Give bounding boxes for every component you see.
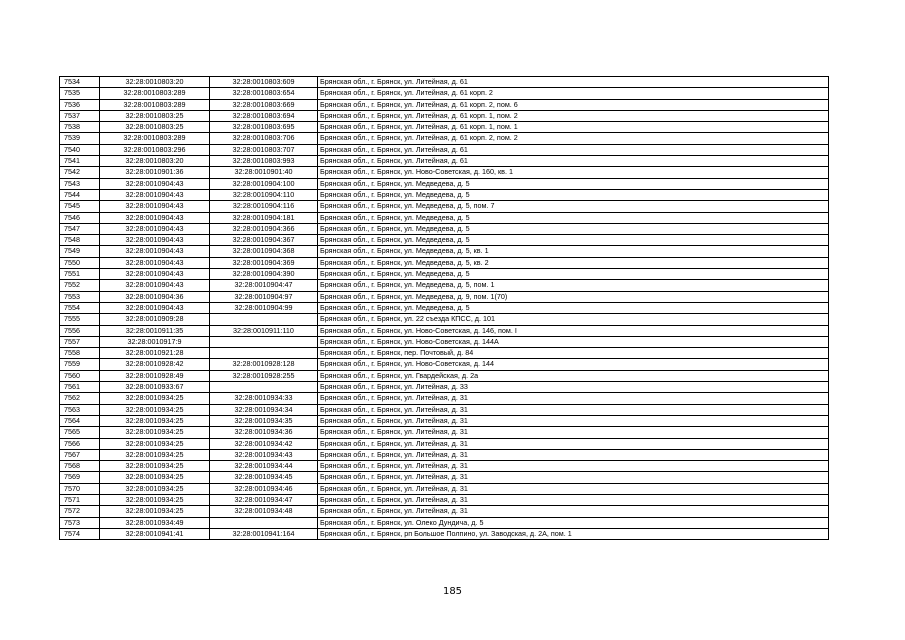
row-number-cell: 7557 bbox=[60, 336, 100, 347]
row-number-cell: 7562 bbox=[60, 393, 100, 404]
row-number-cell: 7553 bbox=[60, 291, 100, 302]
row-number-cell: 7566 bbox=[60, 438, 100, 449]
parcel-cadastral-number-cell: 32:28:0010934:25 bbox=[100, 472, 210, 483]
parcel-cadastral-number-cell: 32:28:0010904:43 bbox=[100, 178, 210, 189]
row-number-cell: 7573 bbox=[60, 517, 100, 528]
address-cell: Брянская обл., г. Брянск, пер. Почтовый, д. 84 bbox=[318, 348, 829, 359]
parcel-cadastral-number-cell: 32:28:0010934:25 bbox=[100, 427, 210, 438]
object-cadastral-number-cell: 32:28:0010803:609 bbox=[210, 77, 318, 88]
table-row bbox=[60, 517, 829, 528]
parcel-cadastral-number-cell: 32:28:0010904:43 bbox=[100, 201, 210, 212]
row-number-cell: 7549 bbox=[60, 246, 100, 257]
table-row bbox=[60, 178, 829, 189]
table-row bbox=[60, 235, 829, 246]
object-cadastral-number-cell: 32:28:0010934:34 bbox=[210, 404, 318, 415]
row-number-cell: 7540 bbox=[60, 144, 100, 155]
parcel-cadastral-number-cell: 32:28:0010904:43 bbox=[100, 280, 210, 291]
row-number-cell: 7535 bbox=[60, 88, 100, 99]
table-row bbox=[60, 156, 829, 167]
parcel-cadastral-number-cell: 32:28:0010941:41 bbox=[100, 528, 210, 539]
object-cadastral-number-cell: 32:28:0010934:44 bbox=[210, 461, 318, 472]
table-row bbox=[60, 280, 829, 291]
table-row bbox=[60, 449, 829, 460]
address-cell: Брянская обл., г. Брянск, ул. Литейная, д. 31 bbox=[318, 438, 829, 449]
object-cadastral-number-cell: 32:28:0010904:47 bbox=[210, 280, 318, 291]
object-cadastral-number-cell: 32:28:0010928:128 bbox=[210, 359, 318, 370]
row-number-cell: 7551 bbox=[60, 269, 100, 280]
parcel-cadastral-number-cell: 32:28:0010934:25 bbox=[100, 449, 210, 460]
table-row bbox=[60, 415, 829, 426]
parcel-cadastral-number-cell: 32:28:0010803:20 bbox=[100, 77, 210, 88]
address-cell: Брянская обл., г. Брянск, ул. Олеко Дундича, д. 5 bbox=[318, 517, 829, 528]
object-cadastral-number-cell: 32:28:0010934:46 bbox=[210, 483, 318, 494]
parcel-cadastral-number-cell: 32:28:0010904:43 bbox=[100, 269, 210, 280]
address-cell: Брянская обл., г. Брянск, ул. Медведева, д. 5, кв. 1 bbox=[318, 246, 829, 257]
parcel-cadastral-number-cell: 32:28:0010904:43 bbox=[100, 246, 210, 257]
table-row bbox=[60, 382, 829, 393]
object-cadastral-number-cell: 32:28:0010934:47 bbox=[210, 494, 318, 505]
row-number-cell: 7570 bbox=[60, 483, 100, 494]
address-cell: Брянская обл., г. Брянск, ул. Литейная, д. 61 корп. 1, пом. 2 bbox=[318, 110, 829, 121]
parcel-cadastral-number-cell: 32:28:0010904:43 bbox=[100, 212, 210, 223]
address-cell: Брянская обл., г. Брянск, ул. Литейная, д. 61 корп. 2 bbox=[318, 88, 829, 99]
object-cadastral-number-cell: 32:28:0010941:164 bbox=[210, 528, 318, 539]
object-cadastral-number-cell: 32:28:0010904:99 bbox=[210, 302, 318, 313]
table-row bbox=[60, 461, 829, 472]
parcel-cadastral-number-cell: 32:28:0010934:25 bbox=[100, 415, 210, 426]
object-cadastral-number-cell: 32:28:0010934:33 bbox=[210, 393, 318, 404]
parcel-cadastral-number-cell: 32:28:0010934:25 bbox=[100, 483, 210, 494]
address-cell: Брянская обл., г. Брянск, ул. Литейная, д. 31 bbox=[318, 415, 829, 426]
table-row bbox=[60, 189, 829, 200]
address-cell: Брянская обл., г. Брянск, ул. Литейная, д. 61 bbox=[318, 144, 829, 155]
table-row bbox=[60, 167, 829, 178]
object-cadastral-number-cell: 32:28:0010911:110 bbox=[210, 325, 318, 336]
address-cell: Брянская обл., г. Брянск, ул. 22 съезда КПСС, д. 101 bbox=[318, 314, 829, 325]
address-cell: Брянская обл., г. Брянск, ул. Литейная, д. 61 корп. 2, пом. 6 bbox=[318, 99, 829, 110]
address-cell: Брянская обл., г. Брянск, ул. Литейная, д. 61 корп. 2, пом. 2 bbox=[318, 133, 829, 144]
object-cadastral-number-cell: 32:28:0010904:368 bbox=[210, 246, 318, 257]
object-cadastral-number-cell: 32:28:0010803:993 bbox=[210, 156, 318, 167]
row-number-cell: 7563 bbox=[60, 404, 100, 415]
address-cell: Брянская обл., г. Брянск, ул. Ново-Советская, д. 160, кв. 1 bbox=[318, 167, 829, 178]
parcel-cadastral-number-cell: 32:28:0010934:25 bbox=[100, 494, 210, 505]
object-cadastral-number-cell: 32:28:0010803:694 bbox=[210, 110, 318, 121]
address-cell: Брянская обл., г. Брянск, ул. Литейная, д. 31 bbox=[318, 393, 829, 404]
address-cell: Брянская обл., г. Брянск, ул. Медведева, д. 5 bbox=[318, 178, 829, 189]
object-cadastral-number-cell: 32:28:0010803:654 bbox=[210, 88, 318, 99]
address-cell: Брянская обл., г. Брянск, ул. Медведева, д. 5 bbox=[318, 235, 829, 246]
table-row bbox=[60, 438, 829, 449]
parcel-cadastral-number-cell: 32:28:0010921:28 bbox=[100, 348, 210, 359]
address-cell: Брянская обл., г. Брянск, ул. Литейная, д. 31 bbox=[318, 483, 829, 494]
parcel-cadastral-number-cell: 32:28:0010909:28 bbox=[100, 314, 210, 325]
object-cadastral-number-cell: 32:28:0010803:707 bbox=[210, 144, 318, 155]
table-row bbox=[60, 77, 829, 88]
row-number-cell: 7572 bbox=[60, 506, 100, 517]
table-row bbox=[60, 472, 829, 483]
address-cell: Брянская обл., г. Брянск, ул. Литейная, д. 31 bbox=[318, 404, 829, 415]
row-number-cell: 7565 bbox=[60, 427, 100, 438]
row-number-cell: 7555 bbox=[60, 314, 100, 325]
object-cadastral-number-cell: 32:28:0010904:366 bbox=[210, 223, 318, 234]
row-number-cell: 7538 bbox=[60, 122, 100, 133]
address-cell: Брянская обл., г. Брянск, ул. Медведева, д. 5, пом. 1 bbox=[318, 280, 829, 291]
address-cell: Брянская обл., г. Брянск, ул. Литейная, д. 31 bbox=[318, 461, 829, 472]
parcel-cadastral-number-cell: 32:28:0010934:25 bbox=[100, 438, 210, 449]
row-number-cell: 7541 bbox=[60, 156, 100, 167]
parcel-cadastral-number-cell: 32:28:0010934:25 bbox=[100, 404, 210, 415]
table-row bbox=[60, 506, 829, 517]
address-cell: Брянская обл., г. Брянск, ул. Гвардейская, д. 2а bbox=[318, 370, 829, 381]
address-cell: Брянская обл., г. Брянск, ул. Медведева, д. 5 bbox=[318, 223, 829, 234]
row-number-cell: 7550 bbox=[60, 257, 100, 268]
object-cadastral-number-cell bbox=[210, 382, 318, 393]
parcel-cadastral-number-cell: 32:28:0010904:36 bbox=[100, 291, 210, 302]
parcel-cadastral-number-cell: 32:28:0010901:36 bbox=[100, 167, 210, 178]
table-row bbox=[60, 110, 829, 121]
row-number-cell: 7548 bbox=[60, 235, 100, 246]
table-row bbox=[60, 201, 829, 212]
table-row bbox=[60, 359, 829, 370]
table-row bbox=[60, 257, 829, 268]
row-number-cell: 7536 bbox=[60, 99, 100, 110]
object-cadastral-number-cell bbox=[210, 517, 318, 528]
address-cell: Брянская обл., г. Брянск, ул. Литейная, д. 61 bbox=[318, 156, 829, 167]
row-number-cell: 7543 bbox=[60, 178, 100, 189]
object-cadastral-number-cell: 32:28:0010934:36 bbox=[210, 427, 318, 438]
registry-table-body bbox=[60, 77, 829, 540]
object-cadastral-number-cell bbox=[210, 314, 318, 325]
parcel-cadastral-number-cell: 32:28:0010933:67 bbox=[100, 382, 210, 393]
table-row bbox=[60, 246, 829, 257]
parcel-cadastral-number-cell: 32:28:0010904:43 bbox=[100, 257, 210, 268]
object-cadastral-number-cell: 32:28:0010904:369 bbox=[210, 257, 318, 268]
page-number: 185 bbox=[442, 586, 463, 597]
row-number-cell: 7559 bbox=[60, 359, 100, 370]
address-cell: Брянская обл., г. Брянск, ул. Ново-Советская, д. 144А bbox=[318, 336, 829, 347]
address-cell: Брянская обл., г. Брянск, ул. Литейная, д. 31 bbox=[318, 472, 829, 483]
parcel-cadastral-number-cell: 32:28:0010904:43 bbox=[100, 235, 210, 246]
object-cadastral-number-cell: 32:28:0010928:255 bbox=[210, 370, 318, 381]
table-row bbox=[60, 393, 829, 404]
object-cadastral-number-cell: 32:28:0010904:97 bbox=[210, 291, 318, 302]
object-cadastral-number-cell: 32:28:0010904:110 bbox=[210, 189, 318, 200]
row-number-cell: 7556 bbox=[60, 325, 100, 336]
table-row bbox=[60, 494, 829, 505]
row-number-cell: 7561 bbox=[60, 382, 100, 393]
object-cadastral-number-cell: 32:28:0010934:48 bbox=[210, 506, 318, 517]
object-cadastral-number-cell: 32:28:0010904:390 bbox=[210, 269, 318, 280]
row-number-cell: 7545 bbox=[60, 201, 100, 212]
table-row bbox=[60, 314, 829, 325]
table-row bbox=[60, 122, 829, 133]
object-cadastral-number-cell bbox=[210, 336, 318, 347]
table-row bbox=[60, 99, 829, 110]
address-cell: Брянская обл., г. Брянск, ул. Медведева, д. 5 bbox=[318, 302, 829, 313]
object-cadastral-number-cell: 32:28:0010934:45 bbox=[210, 472, 318, 483]
table-row bbox=[60, 302, 829, 313]
row-number-cell: 7567 bbox=[60, 449, 100, 460]
parcel-cadastral-number-cell: 32:28:0010803:25 bbox=[100, 110, 210, 121]
row-number-cell: 7537 bbox=[60, 110, 100, 121]
table-row bbox=[60, 370, 829, 381]
parcel-cadastral-number-cell: 32:28:0010803:296 bbox=[100, 144, 210, 155]
row-number-cell: 7558 bbox=[60, 348, 100, 359]
table-row bbox=[60, 348, 829, 359]
object-cadastral-number-cell: 32:28:0010904:181 bbox=[210, 212, 318, 223]
address-cell: Брянская обл., г. Брянск, ул. Ново-Советская, д. 144 bbox=[318, 359, 829, 370]
row-number-cell: 7560 bbox=[60, 370, 100, 381]
address-cell: Брянская обл., г. Брянск, ул. Литейная, д. 33 bbox=[318, 382, 829, 393]
parcel-cadastral-number-cell: 32:28:0010928:49 bbox=[100, 370, 210, 381]
address-cell: Брянская обл., г. Брянск, ул. Ново-Советская, д. 146, пом. I bbox=[318, 325, 829, 336]
address-cell: Брянская обл., г. Брянск, ул. Медведева, д. 5 bbox=[318, 269, 829, 280]
address-cell: Брянская обл., г. Брянск, рп Большое Полпино, ул. Заводская, д. 2А, пом. 1 bbox=[318, 528, 829, 539]
row-number-cell: 7574 bbox=[60, 528, 100, 539]
parcel-cadastral-number-cell: 32:28:0010934:25 bbox=[100, 506, 210, 517]
parcel-cadastral-number-cell: 32:28:0010904:43 bbox=[100, 302, 210, 313]
row-number-cell: 7552 bbox=[60, 280, 100, 291]
row-number-cell: 7539 bbox=[60, 133, 100, 144]
parcel-cadastral-number-cell: 32:28:0010803:289 bbox=[100, 133, 210, 144]
parcel-cadastral-number-cell: 32:28:0010928:42 bbox=[100, 359, 210, 370]
object-cadastral-number-cell: 32:28:0010934:43 bbox=[210, 449, 318, 460]
row-number-cell: 7568 bbox=[60, 461, 100, 472]
table-row bbox=[60, 212, 829, 223]
address-cell: Брянская обл., г. Брянск, ул. Литейная, д. 31 bbox=[318, 427, 829, 438]
parcel-cadastral-number-cell: 32:28:0010803:289 bbox=[100, 88, 210, 99]
address-cell: Брянская обл., г. Брянск, ул. Медведева, д. 9, пом. 1(70) bbox=[318, 291, 829, 302]
object-cadastral-number-cell: 32:28:0010803:669 bbox=[210, 99, 318, 110]
address-cell: Брянская обл., г. Брянск, ул. Литейная, д. 61 bbox=[318, 77, 829, 88]
parcel-cadastral-number-cell: 32:28:0010803:25 bbox=[100, 122, 210, 133]
address-cell: Брянская обл., г. Брянск, ул. Медведева, д. 5, кв. 2 bbox=[318, 257, 829, 268]
table-row bbox=[60, 223, 829, 234]
table-row bbox=[60, 404, 829, 415]
parcel-cadastral-number-cell: 32:28:0010904:43 bbox=[100, 223, 210, 234]
row-number-cell: 7542 bbox=[60, 167, 100, 178]
row-number-cell: 7544 bbox=[60, 189, 100, 200]
address-cell: Брянская обл., г. Брянск, ул. Литейная, д. 61 корп. 1, пом. 1 bbox=[318, 122, 829, 133]
address-cell: Брянская обл., г. Брянск, ул. Литейная, д. 31 bbox=[318, 494, 829, 505]
table-row bbox=[60, 427, 829, 438]
registry-table bbox=[59, 76, 829, 540]
table-row bbox=[60, 325, 829, 336]
table-row bbox=[60, 291, 829, 302]
table-row bbox=[60, 144, 829, 155]
object-cadastral-number-cell: 32:28:0010934:42 bbox=[210, 438, 318, 449]
object-cadastral-number-cell: 32:28:0010901:40 bbox=[210, 167, 318, 178]
object-cadastral-number-cell: 32:28:0010803:695 bbox=[210, 122, 318, 133]
row-number-cell: 7569 bbox=[60, 472, 100, 483]
parcel-cadastral-number-cell: 32:28:0010917:9 bbox=[100, 336, 210, 347]
object-cadastral-number-cell bbox=[210, 348, 318, 359]
object-cadastral-number-cell: 32:28:0010803:706 bbox=[210, 133, 318, 144]
object-cadastral-number-cell: 32:28:0010904:100 bbox=[210, 178, 318, 189]
table-row bbox=[60, 528, 829, 539]
table-row bbox=[60, 88, 829, 99]
object-cadastral-number-cell: 32:28:0010904:367 bbox=[210, 235, 318, 246]
parcel-cadastral-number-cell: 32:28:0010911:35 bbox=[100, 325, 210, 336]
object-cadastral-number-cell: 32:28:0010934:35 bbox=[210, 415, 318, 426]
row-number-cell: 7564 bbox=[60, 415, 100, 426]
address-cell: Брянская обл., г. Брянск, ул. Литейная, д. 31 bbox=[318, 506, 829, 517]
parcel-cadastral-number-cell: 32:28:0010934:49 bbox=[100, 517, 210, 528]
parcel-cadastral-number-cell: 32:28:0010934:25 bbox=[100, 393, 210, 404]
table-row bbox=[60, 269, 829, 280]
row-number-cell: 7546 bbox=[60, 212, 100, 223]
object-cadastral-number-cell: 32:28:0010904:116 bbox=[210, 201, 318, 212]
table-row bbox=[60, 483, 829, 494]
address-cell: Брянская обл., г. Брянск, ул. Литейная, д. 31 bbox=[318, 449, 829, 460]
row-number-cell: 7554 bbox=[60, 302, 100, 313]
address-cell: Брянская обл., г. Брянск, ул. Медведева, д. 5, пом. 7 bbox=[318, 201, 829, 212]
table-row bbox=[60, 133, 829, 144]
parcel-cadastral-number-cell: 32:28:0010904:43 bbox=[100, 189, 210, 200]
address-cell: Брянская обл., г. Брянск, ул. Медведева, д. 5 bbox=[318, 212, 829, 223]
table-row bbox=[60, 336, 829, 347]
parcel-cadastral-number-cell: 32:28:0010803:289 bbox=[100, 99, 210, 110]
row-number-cell: 7534 bbox=[60, 77, 100, 88]
parcel-cadastral-number-cell: 32:28:0010934:25 bbox=[100, 461, 210, 472]
address-cell: Брянская обл., г. Брянск, ул. Медведева, д. 5 bbox=[318, 189, 829, 200]
parcel-cadastral-number-cell: 32:28:0010803:20 bbox=[100, 156, 210, 167]
row-number-cell: 7547 bbox=[60, 223, 100, 234]
row-number-cell: 7571 bbox=[60, 494, 100, 505]
